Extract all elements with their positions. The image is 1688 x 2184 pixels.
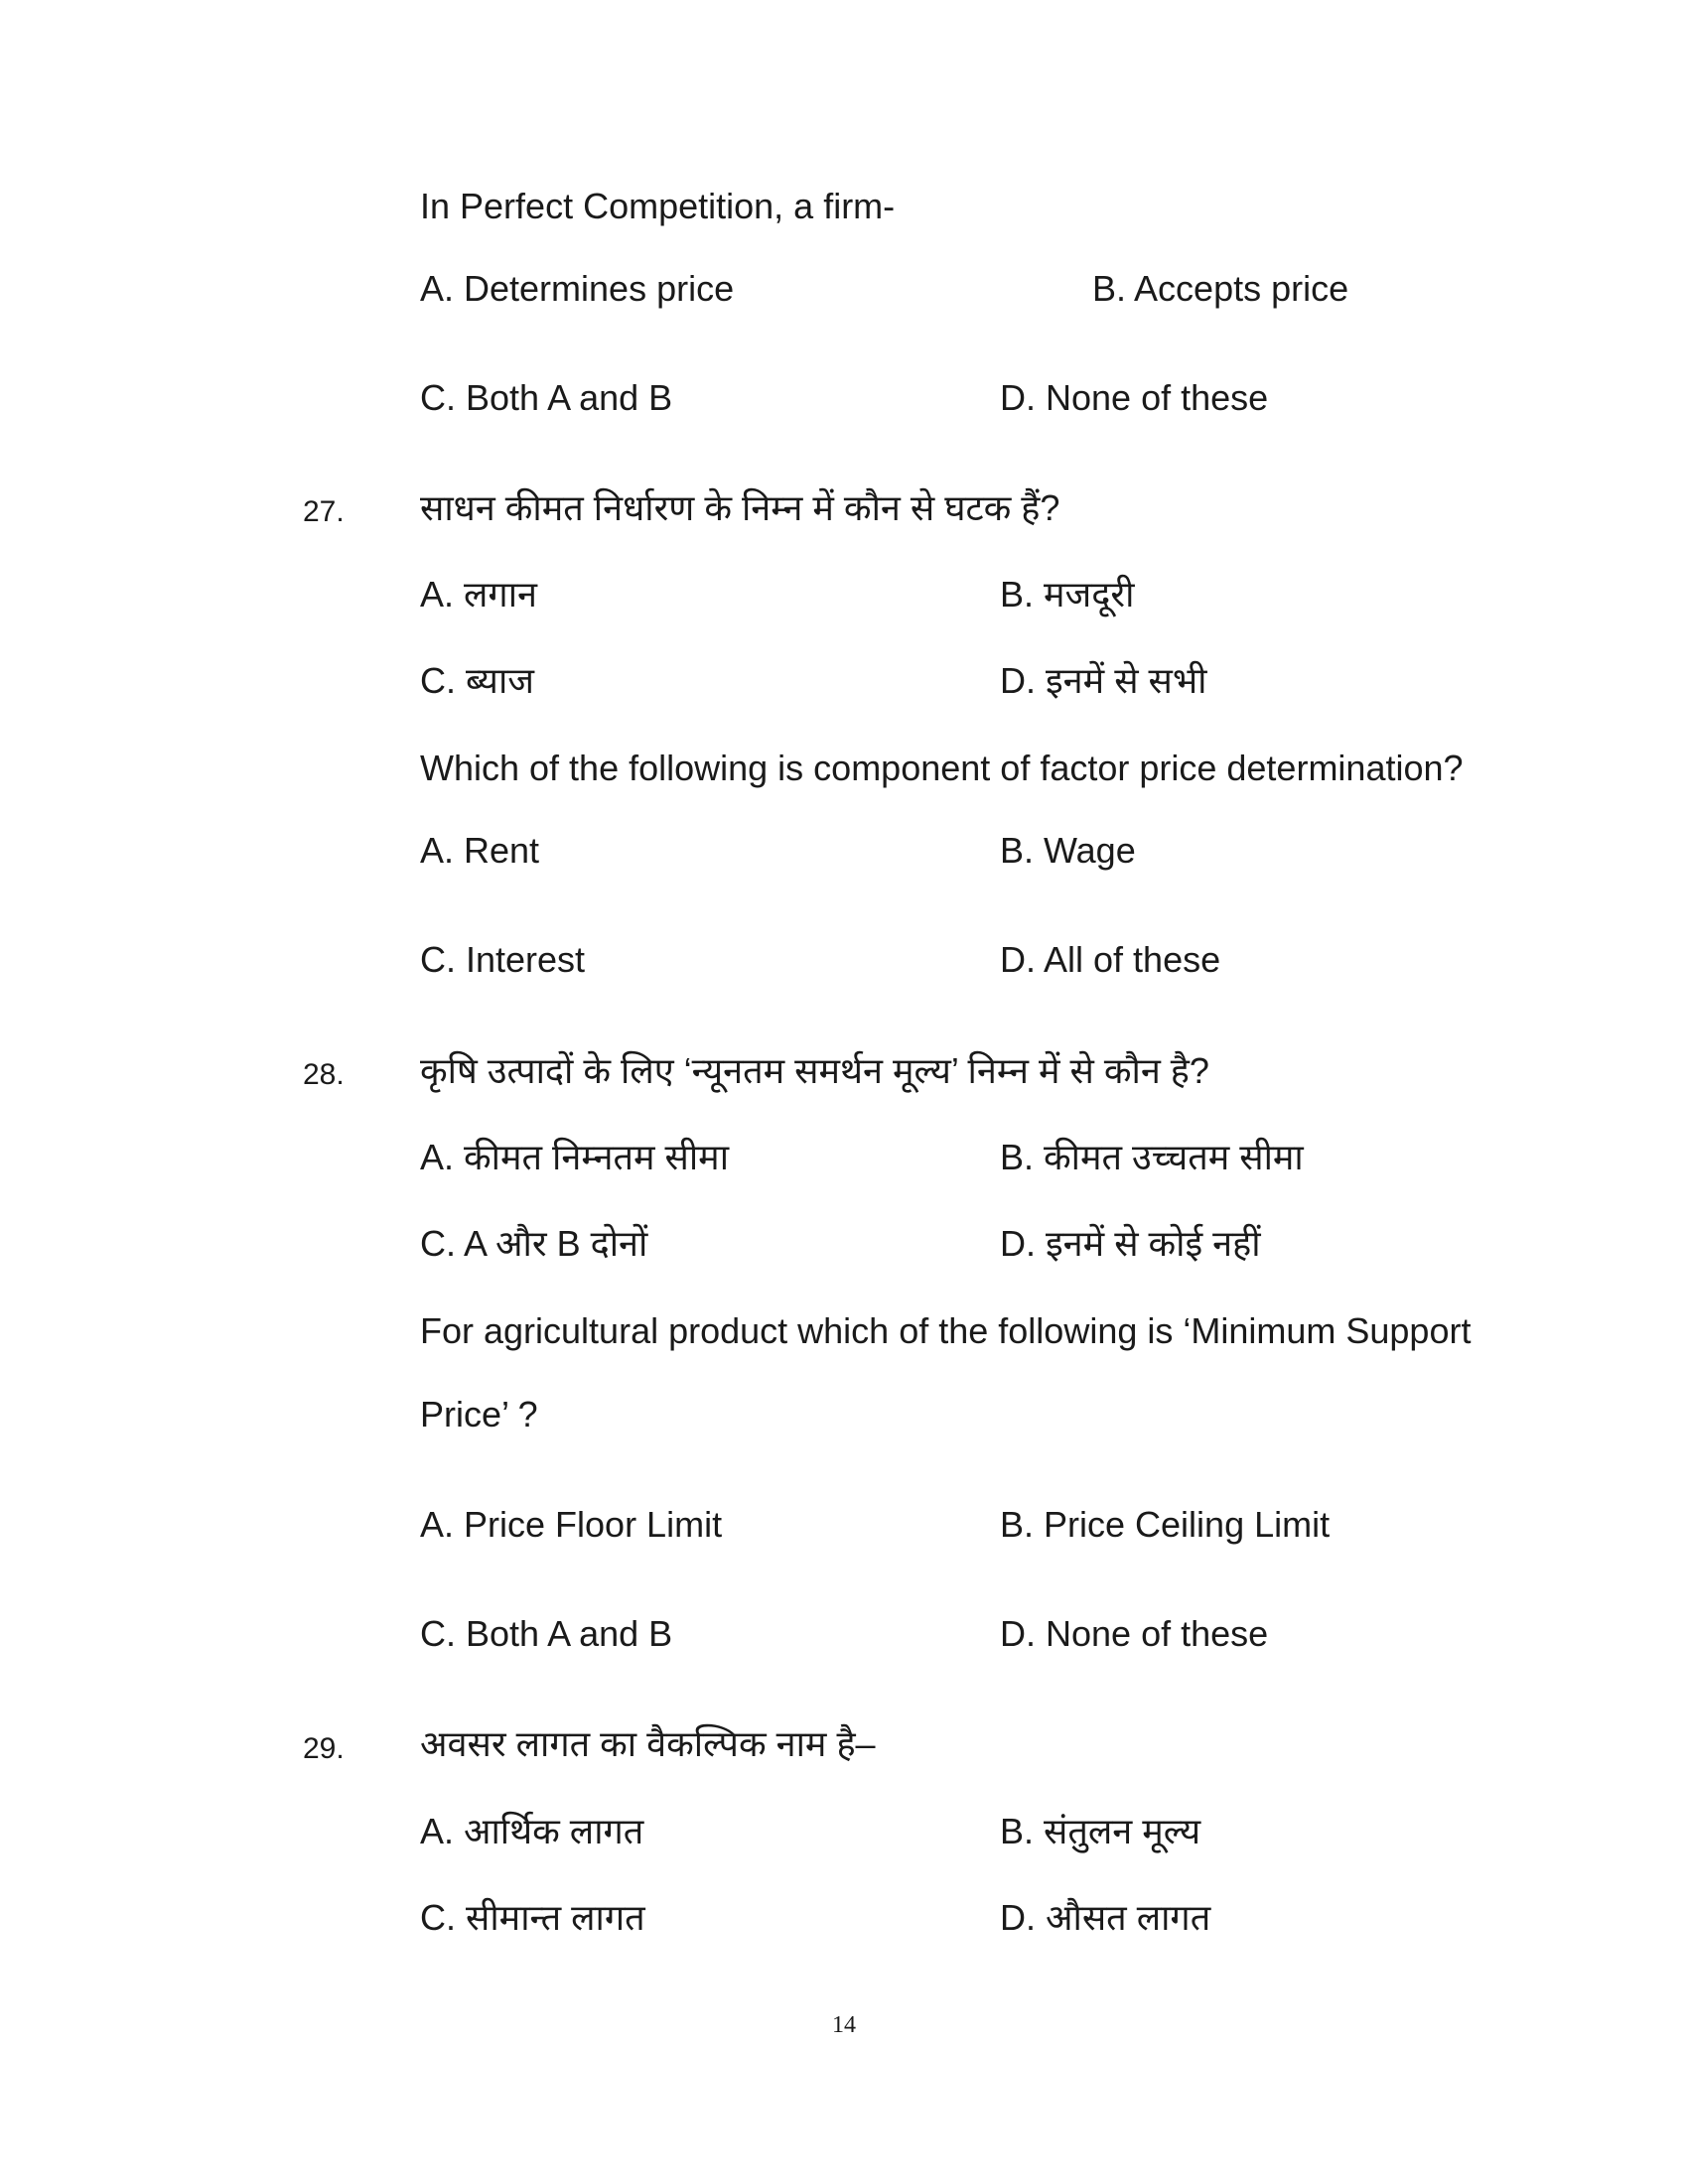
- q28-option-d-hi: D. इनमें से कोई नहीं: [1000, 1223, 1261, 1264]
- q28-option-c-en: C. Both A and B: [420, 1613, 673, 1654]
- q28-stem-en-line2: Price’ ?: [420, 1394, 538, 1434]
- q28-stem-hi: कृषि उत्पादों के लिए ‘न्यूनतम समर्थन मूल्य’ निम्न में से कौन है?: [420, 1050, 1209, 1091]
- q29-stem-hi: अवसर लागत का वैकल्पिक नाम है–: [420, 1723, 876, 1764]
- q27-stem-en: Which of the following is component of factor price determination?: [420, 748, 1464, 788]
- q28-option-b-hi: B. कीमत उच्चतम सीमा: [1000, 1137, 1304, 1177]
- q27-option-d-en: D. All of these: [1000, 939, 1221, 980]
- q27-option-a-hi: A. लगान: [420, 574, 537, 614]
- q26-option-d: D. None of these: [1000, 377, 1269, 418]
- q27-option-b-hi: B. मजदूरी: [1000, 574, 1135, 614]
- page-number: 14: [832, 2012, 856, 2038]
- q27-stem-hi: साधन कीमत निर्धारण के निम्न में कौन से घटक हैं?: [420, 487, 1060, 528]
- q28-option-a-hi: A. कीमत निम्नतम सीमा: [420, 1137, 730, 1177]
- q27-option-c-hi: C. ब्याज: [420, 660, 534, 701]
- q28-number: 28.: [303, 1058, 345, 1091]
- q29-option-a-hi: A. आर्थिक लागत: [420, 1811, 644, 1851]
- q29-option-d-hi: D. औसत लागत: [1000, 1897, 1211, 1938]
- q28-stem-en-line1: For agricultural product which of the following is ‘Minimum Support: [420, 1310, 1472, 1351]
- q29-option-c-hi: C. सीमान्त लागत: [420, 1897, 645, 1938]
- q27-option-a-en: A. Rent: [420, 830, 540, 871]
- q28-option-d-en: D. None of these: [1000, 1613, 1269, 1654]
- q29-number: 29.: [303, 1732, 345, 1765]
- q26-option-c: C. Both A and B: [420, 377, 673, 418]
- q26-stem-en: In Perfect Competition, a firm-: [420, 186, 896, 226]
- q26-option-a: A. Determines price: [420, 268, 735, 309]
- q28-option-a-en: A. Price Floor Limit: [420, 1504, 723, 1545]
- q27-option-c-en: C. Interest: [420, 939, 586, 980]
- q27-option-b-en: B. Wage: [1000, 830, 1136, 871]
- q28-option-b-en: B. Price Ceiling Limit: [1000, 1504, 1331, 1545]
- q27-number: 27.: [303, 495, 345, 528]
- q27-option-d-hi: D. इनमें से सभी: [1000, 660, 1207, 701]
- q29-option-b-hi: B. संतुलन मूल्य: [1000, 1811, 1201, 1851]
- q26-option-b: B. Accepts price: [1092, 268, 1349, 309]
- q28-option-c-hi: C. A और B दोनों: [420, 1223, 648, 1264]
